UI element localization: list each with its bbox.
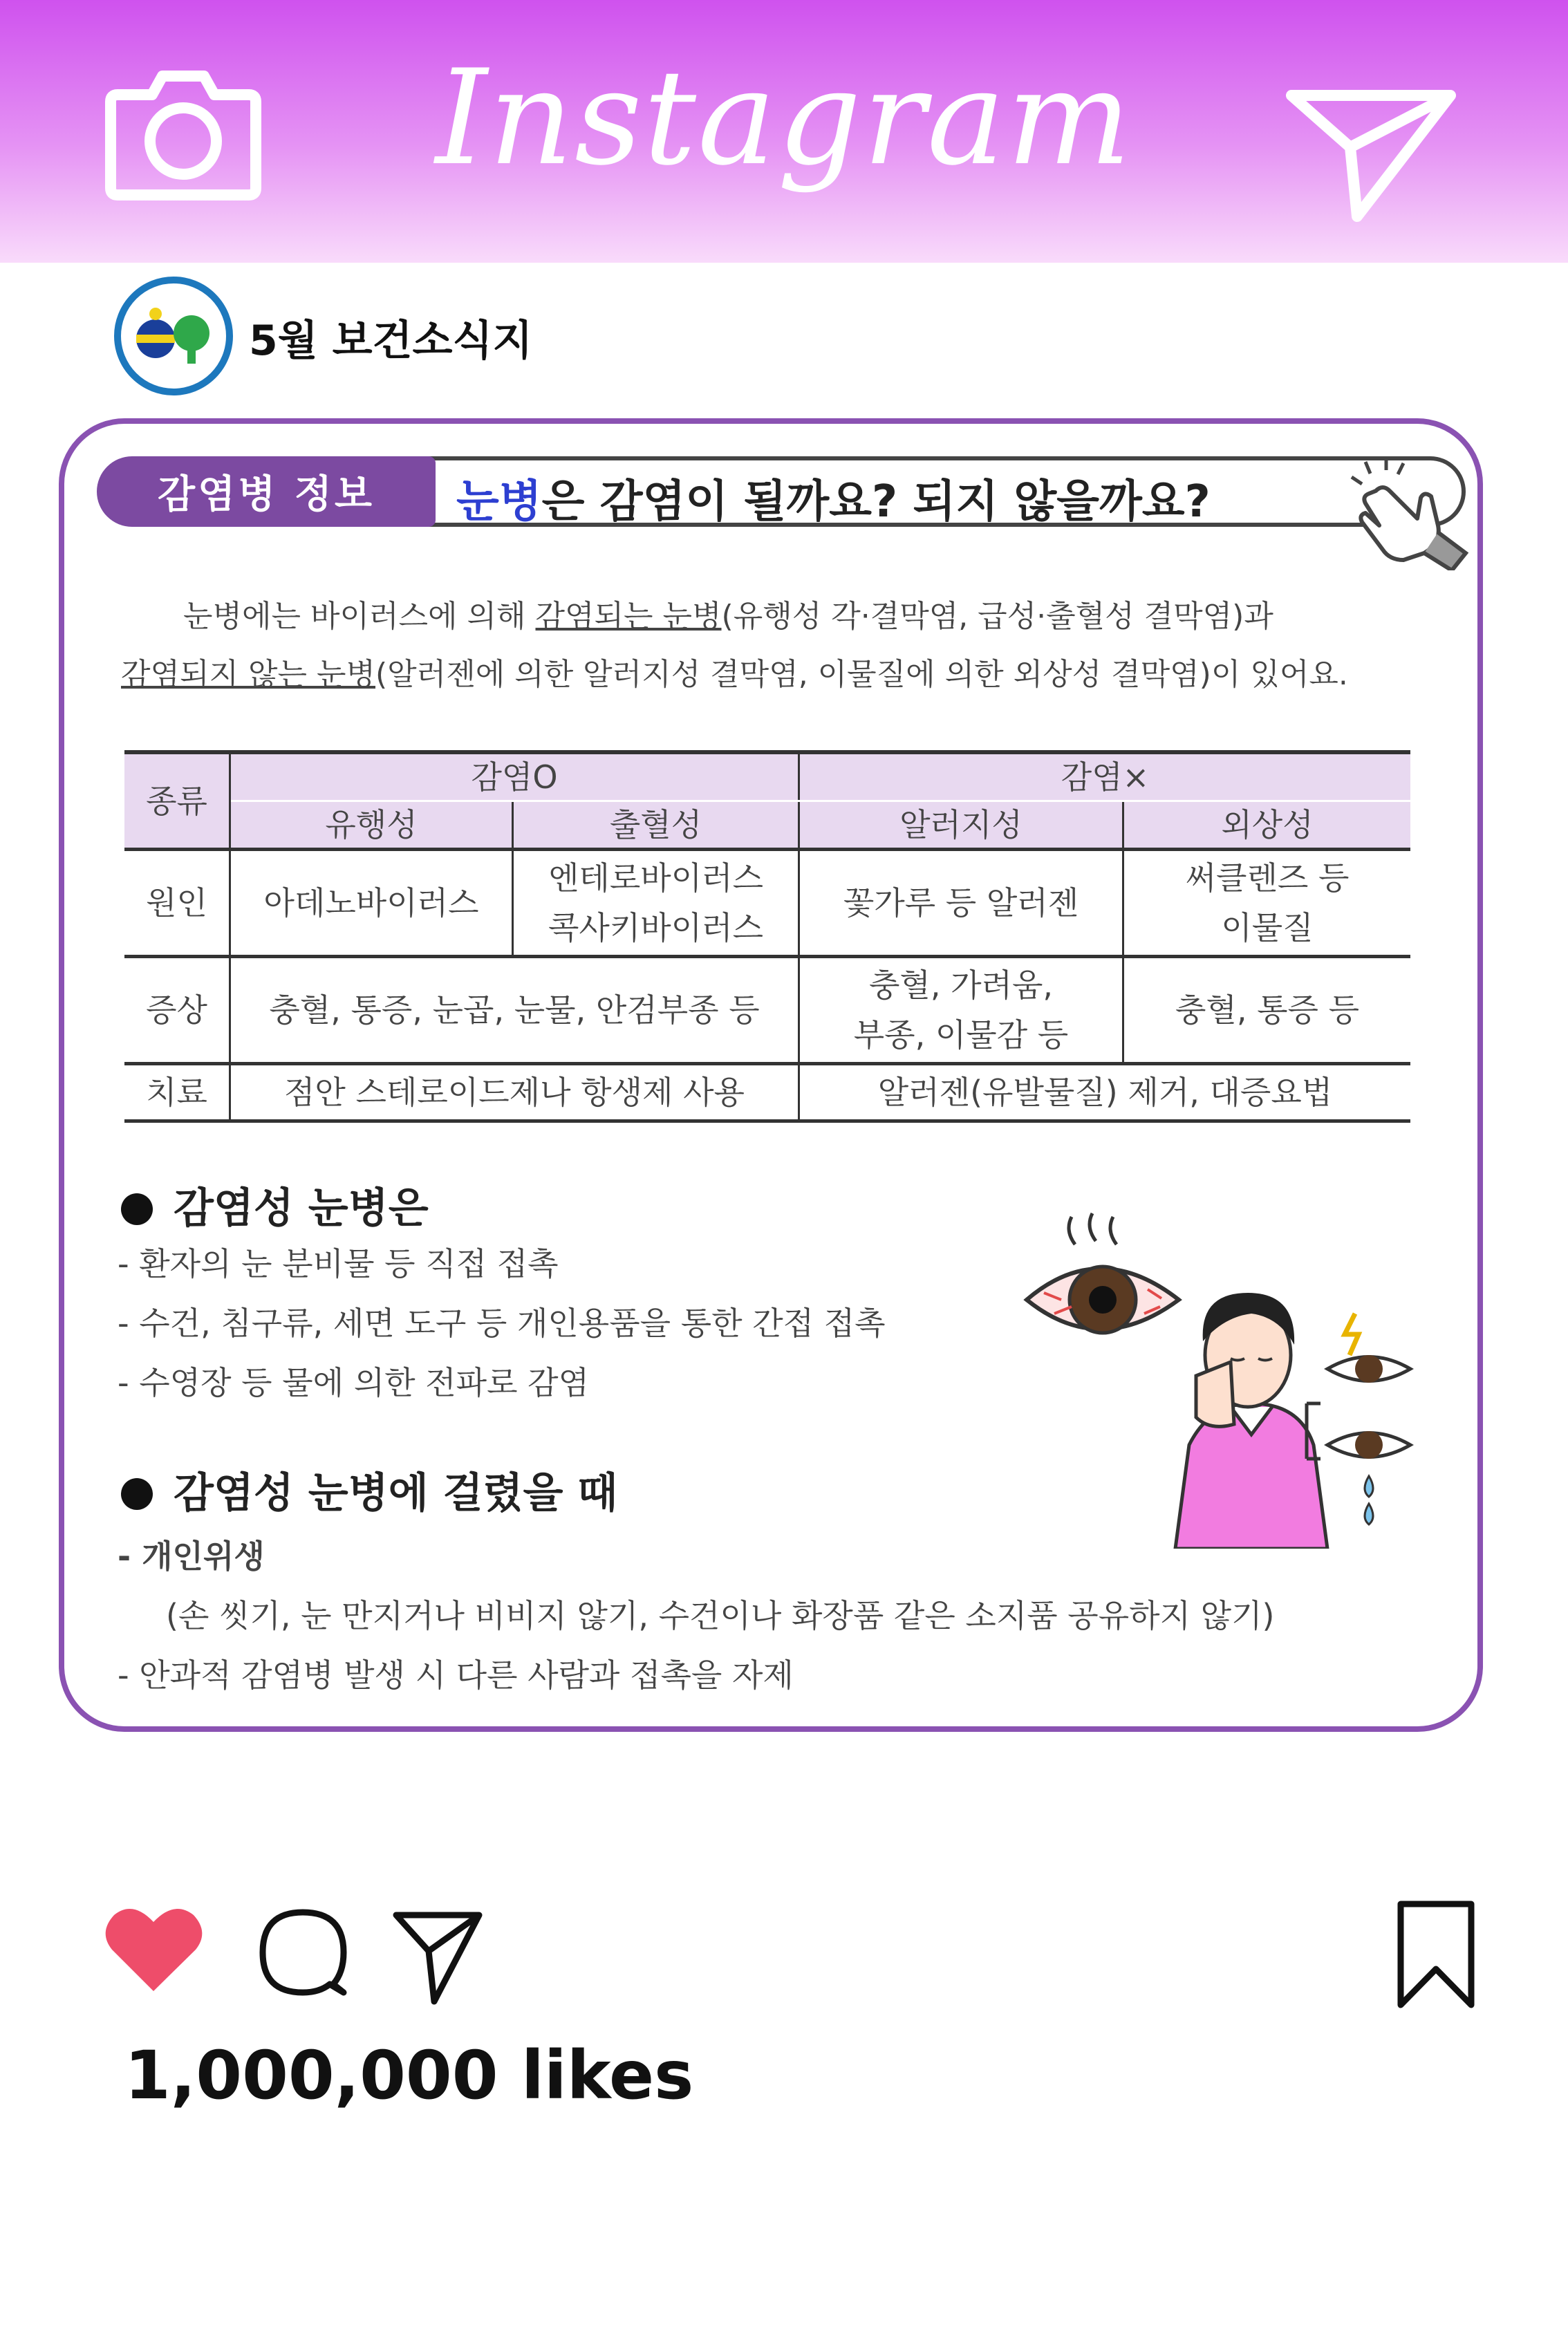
headline-rest: 은 감염이 될까요? 되지 않을까요? [541,476,1211,528]
cell [799,957,1123,1064]
headline [456,466,1211,530]
cell-line: 부종, 이물감 등 [853,1016,1069,1054]
cell: 꽃가루 등 알러젠 [799,850,1123,957]
intro-text [121,588,1421,704]
table-row [124,850,1410,957]
list-item: - 수건, 침구류, 세면 도구 등 개인용품을 통한 간접 접촉 [118,1305,886,1342]
sub-hemorrhagic: 출혈성 [513,801,799,850]
cell [513,850,799,957]
intro-underline-noninfect: 감염되지 않는 눈병 [121,657,376,692]
paper-plane-icon[interactable] [1285,82,1457,227]
list-item-detail: (손 씻기, 눈 만지거나 비비지 않기, 수건이나 화장품 같은 소지품 공유하지 않기) [166,1597,1275,1634]
cell: 아데노바이러스 [230,850,513,957]
section-when-infected-title [121,1460,617,1520]
section-title: 감염성 눈병은 [174,1184,429,1233]
section-title: 감염성 눈병에 걸렸을 때 [174,1469,618,1518]
sub-epidemic: 유행성 [230,801,513,850]
intro-underline-infect: 감염되는 눈병 [535,599,722,634]
intro-line-1 [121,588,1421,646]
list-item: - 수영장 등 물에 의한 전파로 감염 [118,1364,589,1401]
intro-part: (알러젠에 의한 알러지성 결막염, 이물질에 의한 외상성 결막염)이 있어요. [375,657,1348,692]
section-infectious-title [121,1175,429,1235]
type-header: 종류 [124,752,230,850]
table-subheader-row [124,801,1410,850]
pointing-hand-icon [1334,449,1473,570]
treat-label: 치료 [124,1064,230,1121]
table-row [124,957,1410,1064]
list-item: - 안과적 감염병 발생 시 다른 사람과 접촉을 자제 [118,1656,794,1694]
cause-label: 원인 [124,850,230,957]
app-title: Instagram [435,41,1133,194]
cell-line: 콕사키바이러스 [548,909,764,946]
intro-line-2 [121,646,1421,704]
list-item: - 개인위생 [118,1538,265,1575]
section-when-infected-list [118,1527,1275,1705]
cell-line: 충혈, 가려움, [868,967,1054,1004]
avatar[interactable] [114,277,233,395]
list-item: - 환자의 눈 분비물 등 직접 접촉 [118,1245,559,1282]
bookmark-icon[interactable] [1395,1900,1477,2010]
profile-name[interactable]: 5월 보건소식지 [249,317,533,365]
sub-traumatic: 외상성 [1123,801,1411,850]
sub-allergic: 알러지성 [799,801,1123,850]
eye-disease-illustration [1023,1196,1452,1549]
likes-count[interactable]: 1,000,000 likes [124,2037,694,2114]
table-row [124,1064,1410,1121]
group-infect: 감염O [230,752,799,801]
bullet-icon [121,1193,153,1225]
cell [1123,850,1411,957]
cell-line: 이물질 [1221,909,1314,946]
eye-disease-table [124,750,1410,1123]
heart-icon[interactable] [104,1901,204,1995]
cell: 충혈, 통증, 눈곱, 눈물, 안검부종 등 [230,957,799,1064]
symptom-label: 증상 [124,957,230,1064]
post-header [97,456,1462,529]
intro-part: (유행성 각·결막염, 급성·출혈성 결막염)과 [721,599,1273,634]
cell: 알러젠(유발물질) 제거, 대증요법 [799,1064,1411,1121]
bullet-icon [121,1478,153,1510]
cell-line: 써클렌즈 등 [1185,859,1350,897]
cell: 점안 스테로이드제나 항생제 사용 [230,1064,799,1121]
group-noninfect: 감염× [799,752,1411,801]
intro-part: 눈병에는 바이러스에 의해 [183,599,536,634]
category-tag: 감염병 정보 [97,456,436,527]
paper-plane-icon[interactable] [393,1908,483,2005]
headline-highlight: 눈병 [456,476,542,528]
table-header-row [124,752,1410,801]
cell-line: 엔테로바이러스 [548,859,764,897]
comment-bubble-icon[interactable] [257,1907,348,1998]
health-center-logo-icon [121,283,226,389]
cell: 충혈, 통증 등 [1123,957,1411,1064]
section-infectious-list [118,1234,886,1412]
